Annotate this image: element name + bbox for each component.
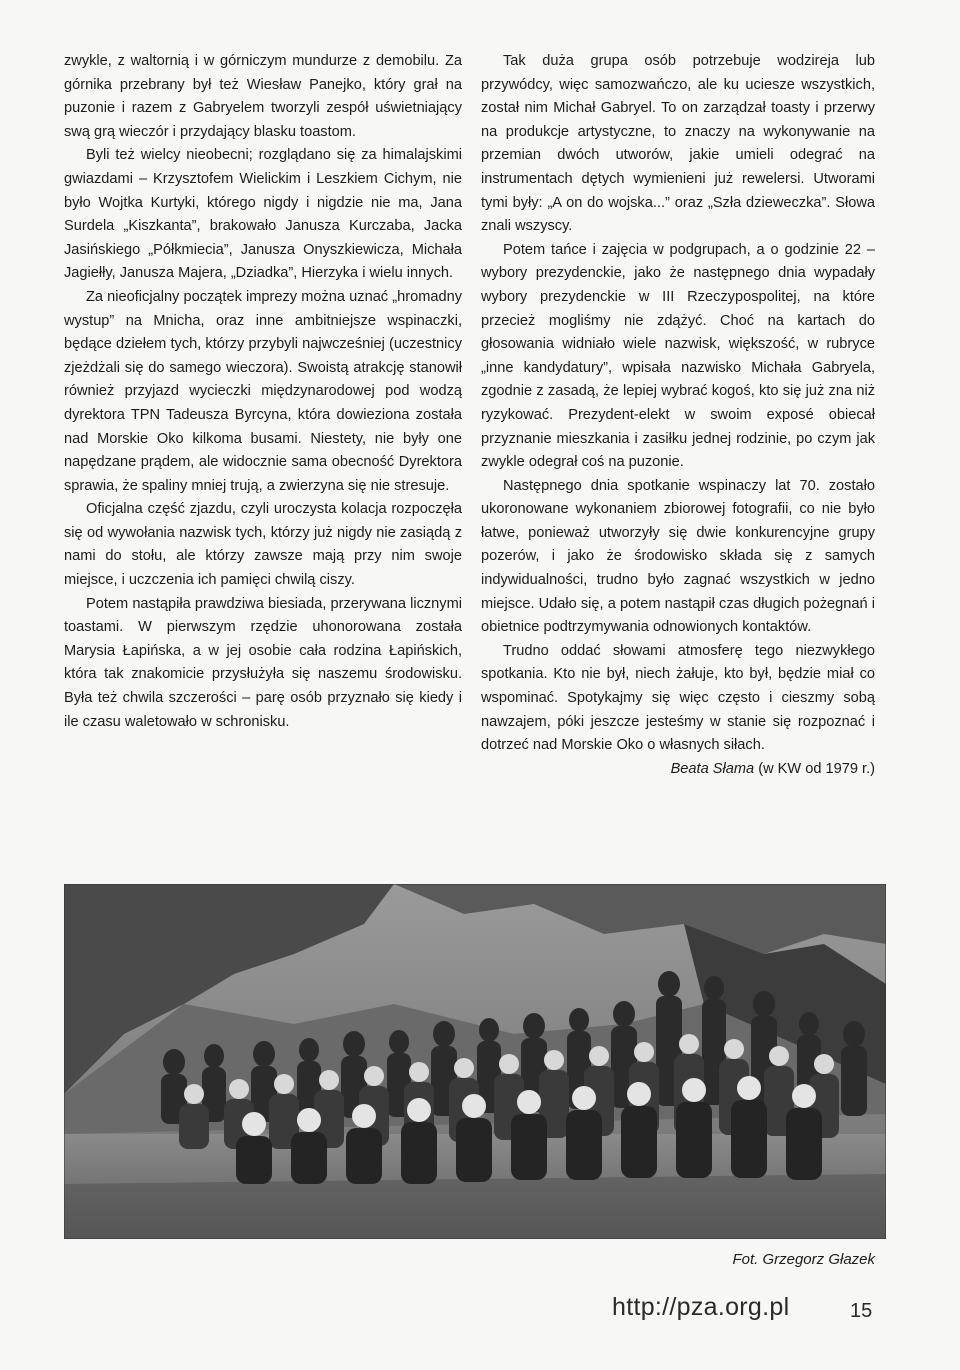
paragraph: Byli też wielcy nieobecni; rozglądano się za himalajskimi gwiazdami – Krzysztofem Wielickim i Leszkiem Cichym, nie było Wojtka Kurtyki, którego nigdy i nigdzie nie ma, Jana Surdela „Kiszkanta”, brakowało Janusza Kurczaba, Jacka Jasińskiego „Półkmiecia”, Janusza Onyszkiewicza, Michała Jagiełły, Janusza Majera, „Dziadka”, Hierzyka i wielu innych. (64, 147, 462, 282)
right-column (481, 50, 875, 781)
signature-affiliation: (w KW od 1979 r.) (758, 760, 875, 777)
group-photo-image (64, 884, 886, 1239)
signature (481, 758, 875, 782)
page-number: 15 (850, 1300, 873, 1322)
footer-url[interactable]: http://pza.org.pl (612, 1293, 790, 1321)
paragraph: Tak duża grupa osób potrzebuje wodzireja lub przywódcy, więc samozwańczo, ale ku uciesze wszystkich, został nim Michał Gabryel. To on zarządzał toasty i przerwy na produkcje artystyczne, to znaczy na wykonywanie na przemian dwóch utworów, jakie umieli odegrać na instrumentach dętych wymienieni już rewelersi. Utworami tymi były: „A on do wojska...” oraz „Szła dzieweczka”. Słowa znali wszyscy. (481, 53, 875, 235)
paragraph: Potem nastąpiła prawdziwa biesiada, przerywana licznymi toastami. W pierwszym rzędzie uhonorowana została Marysia Łapińska, a w jej osobie cała rodzina Łapińskich, która tak znakomicie przysłużyła się naszemu środowisku. Była też chwila szczerości – parę osób przyznało się kiedy i ile czasu waletowało w schronisku. (64, 595, 462, 730)
paragraph: Trudno oddać słowami atmosferę tego niezwykłego spotkania. Kto nie był, niech żałuje, kto był, będzie miał co wspominać. Spotykajmy się więc często i cieszmy sobą nawzajem, póki jeszcze jesteśmy w stanie się rozpoznać i dotrzeć nad Morskie Oko o własnych siłach. (481, 642, 875, 754)
paragraph: Za nieoficjalny początek imprezy można uznać „hromadny wystup” na Mnicha, oraz inne ambitniejsze wspinaczki, będące dziełem tych, którzy przybyli najwcześniej (uczestnicy zjeżdżali się do samego wieczora). Swoistą atrakcję stanowił również przyjazd wycieczki międzynarodowej pod wodzą dyrektora TPN Tadeusza Byrcyna, która dowieziona została nad Morskie Oko kilkoma busami. Niestety, nie były one napędzane prądem, ale widocznie sama obecność Dyrektora sprawia, że spaliny mniej trują, a zwierzyna się nie stresuje. (64, 288, 462, 494)
paragraph: zwykle, z waltornią i w górniczym mundurze z demobilu. Za górnika przebrany był też Wiesław Panejko, który grał na puzonie i razem z Gabryelem tworzyli zespół uświetniający swą grą wieczór i przydający blasku toastom. (64, 53, 462, 140)
paragraph: Następnego dnia spotkanie wspinaczy lat 70. zostało ukoronowane wykonaniem zbiorowej fotografii, co nie było łatwe, ponieważ utworzyły się dwie konkurencyjne grupy pozerów, i jako że środowisko składa się z samych indywidualności, trudno było zagnać wszystkich w jedno miejsce. Udało się, a potem nastąpił czas długich pożegnań i obietnice podtrzymywania odnowionych kontaktów. (481, 477, 875, 636)
signature-name: Beata Słama (670, 760, 755, 777)
group-photo (64, 884, 886, 1239)
paragraph: Oficjalna część zjazdu, czyli uroczysta kolacja rozpoczęła się od wywołania nazwisk tych, którzy już nigdy nie zasiądą z nami do stołu, ale którzy zawsze mają przy nim swoje miejsce, i uczczenia ich pamięci chwilą ciszy. (64, 501, 462, 589)
paragraph: Potem tańce i zajęcia w podgrupach, a o godzinie 22 – wybory prezydenckie, jako że następnego dnia wypadały wybory prezydenckie w III Rzeczypospolitej, na które przecież mogliśmy nie zdążyć. Choć na kartach do głosowania widniało wiele nazwisk, większość, w rubryce „inne kandydatury”, wpisała nazwisko Michała Gabryela, zgodnie z zasadą, że lepiej wybrać kogoś, kto się już zna niż ryzykować. Prezydent-elekt w swoim exposé obiecał przyznanie mieszkania i zasiłku jednej rodzinie, po czym jak zwykle odegrał coś na puzonie. (481, 241, 875, 471)
left-column (64, 50, 462, 734)
photo-caption: Fot. Grzegorz Głazek (732, 1251, 875, 1268)
